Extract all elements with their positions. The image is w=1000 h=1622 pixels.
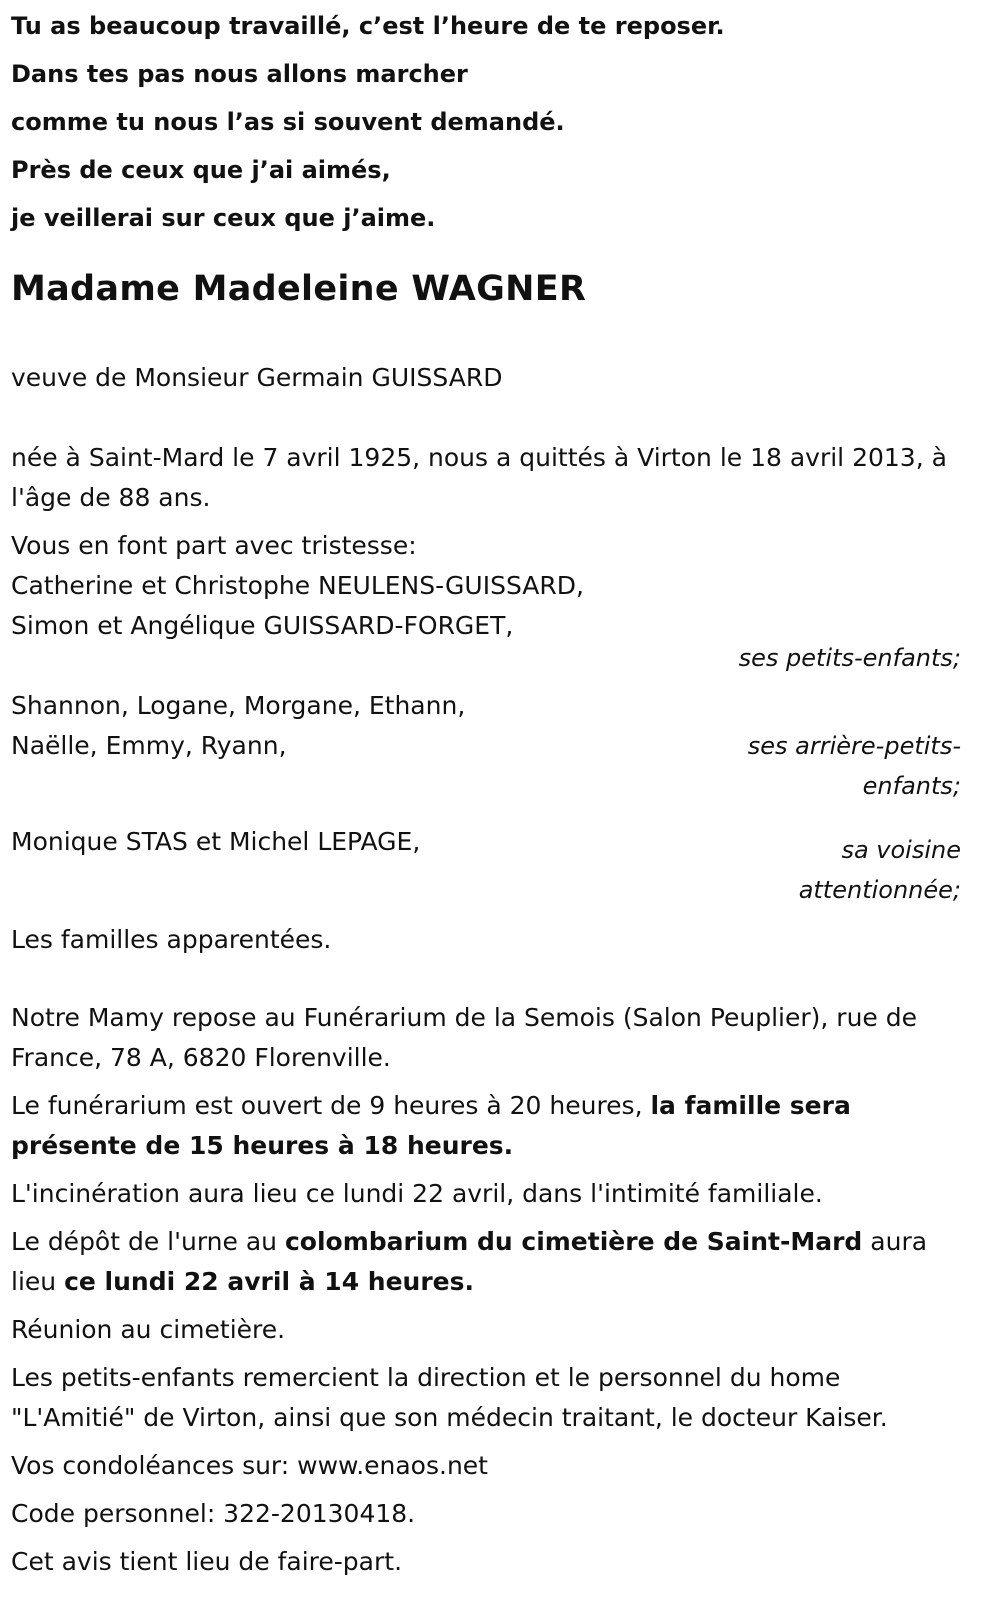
birth-death-info: née à Saint-Mard le 7 avril 1925, nous a quittés à Virton le 18 avril 2013, à l'âge de 88 ans. <box>11 443 947 512</box>
relative-names-line: Catherine et Christophe NEULENS-GUISSARD, <box>11 571 584 600</box>
poem-line: Dans tes pas nous allons marcher <box>11 60 468 88</box>
relation-label-line: enfants; <box>862 772 961 800</box>
relative-names-line: Simon et Angélique GUISSARD-FORGET, <box>11 611 514 640</box>
urn-text-1: Le dépôt de l'urne au <box>11 1227 285 1256</box>
poem-line: Tu as beaucoup travaillé, c’est l’heure de te reposer. <box>11 12 725 40</box>
urn-date: ce lundi 22 avril à 14 heures. <box>64 1267 475 1296</box>
relative-names-line: Naëlle, Emmy, Ryann, <box>11 731 287 760</box>
funerarium-hours <box>11 1086 961 1166</box>
urn-deposit <box>11 1222 961 1302</box>
relation-label <box>721 726 961 806</box>
meeting-info: Réunion au cimetière. <box>11 1315 286 1344</box>
poem-line: comme tu nous l’as si souvent demandé. <box>11 108 565 136</box>
thanks-text: Les petits-enfants remercient la direction et le personnel du home "L'Amitié" de Virton, ainsi que son médecin traitant, le docteur Kaiser. <box>11 1363 888 1432</box>
relative-names-line: Shannon, Logane, Morgane, Ethann, <box>11 691 466 720</box>
notice-statement: Cet avis tient lieu de faire-part. <box>11 1547 403 1576</box>
relation-label: ses petits-enfants; <box>738 644 961 672</box>
relatives-grandchildren <box>11 566 961 686</box>
announce-intro: Vous en font part avec tristesse: <box>11 531 417 560</box>
urn-text-2: aura lieu <box>11 1227 928 1296</box>
poem <box>11 0 961 242</box>
poem-line: Près de ceux que j’ai aimés, <box>11 156 391 184</box>
obituary-notice <box>11 0 961 1582</box>
relative-names-line: Monique STAS et Michel LEPAGE, <box>11 827 421 856</box>
urn-place: colombarium du cimetière de Saint-Mard <box>284 1227 863 1256</box>
relation-label-line: ses arrière-petits- <box>747 732 961 760</box>
relation-label-line: sa voisine <box>841 836 961 864</box>
widow-of: veuve de Monsieur Germain GUISSARD <box>11 363 503 392</box>
relatives-great-grandchildren <box>11 686 961 822</box>
families-line: Les familles apparentées. <box>11 925 332 954</box>
incineration-info: L'incinération aura lieu ce lundi 22 avril, dans l'intimité familiale. <box>11 1179 823 1208</box>
relation-label <box>721 830 961 910</box>
relatives-neighbor <box>11 822 961 920</box>
deceased-name: Madame Madeleine WAGNER <box>11 269 587 309</box>
relation-label-line: attentionnée; <box>798 876 961 904</box>
personal-code: Code personnel: 322-20130418. <box>11 1499 416 1528</box>
condolences-link: Vos condoléances sur: www.enaos.net <box>11 1451 488 1480</box>
family-presence: la famille sera présente de 15 heures à 18 heures. <box>11 1091 851 1160</box>
rest-location: Notre Mamy repose au Funérarium de la Semois (Salon Peuplier), rue de France, 78 A, 6820 Florenville. <box>11 1003 918 1072</box>
hours-text: Le funérarium est ouvert de 9 heures à 20 heures, <box>11 1091 651 1120</box>
poem-line: je veillerai sur ceux que j’aime. <box>11 204 436 232</box>
